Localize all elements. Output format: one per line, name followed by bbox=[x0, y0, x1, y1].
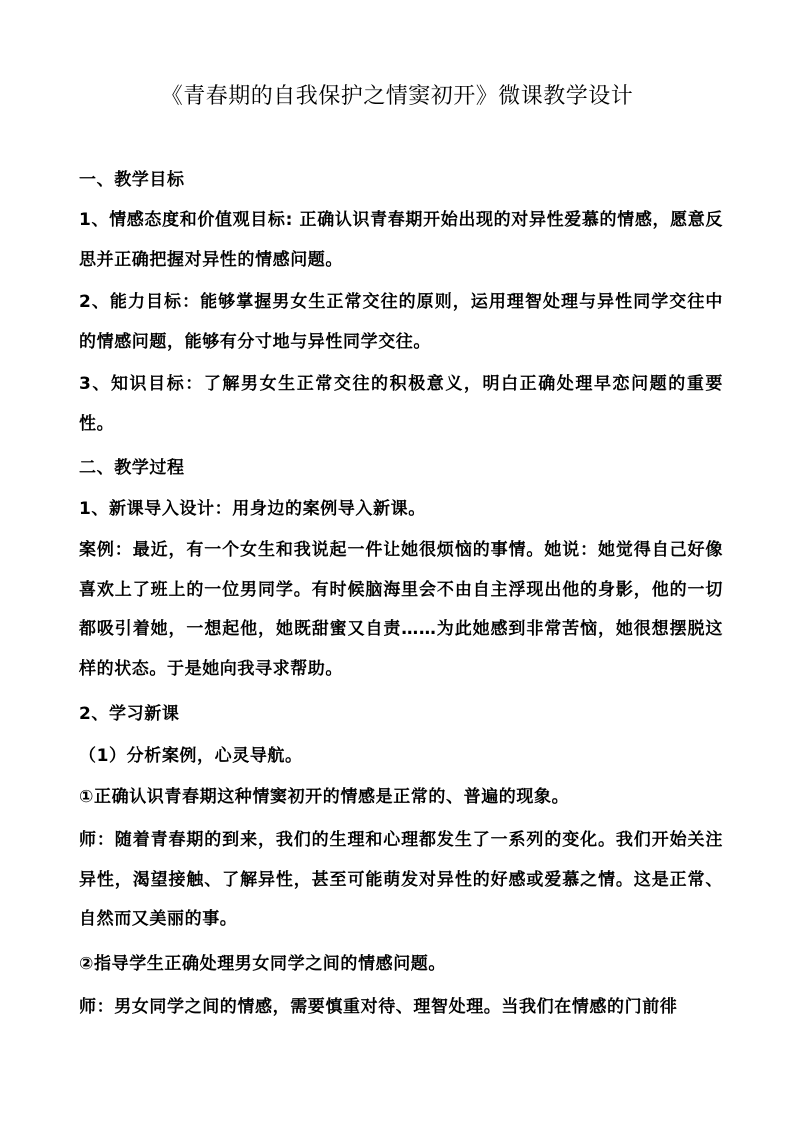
case-analysis-subheading: （1）分析案例，心灵导航。 bbox=[79, 746, 303, 766]
goal-ability: 2、能力目标：能够掌握男女生正常交往的原则，运用理智处理与异性同学交往中的情感问题，能够有分寸地与异性同学交往。 bbox=[79, 292, 723, 352]
point-two: ②指导学生正确处理男女同学之间的情感问题。 bbox=[79, 954, 446, 974]
learn-new-lesson-heading: 2、学习新课 bbox=[79, 704, 180, 724]
document-title: 《青春期的自我保护之情窦初开》微课教学设计 bbox=[160, 84, 634, 109]
teacher-paragraph-one: 师：随着青春期的到来，我们的生理和心理都发生了一系列的变化。我们开始关注异性，渴望接触、了解异性，甚至可能萌发对异性的好感或爱慕之情。这是正常、自然而又美丽的事。 bbox=[79, 830, 723, 929]
point-one: ①正确认识青春期这种情窦初开的情感是正常的、普遍的现象。 bbox=[79, 787, 570, 807]
case-paragraph: 案例：最近，有一个女生和我说起一件让她很烦恼的事情。她说：她觉得自己好像喜欢上了班上的一位男同学。有时候脑海里会不由自主浮现出他的身影，他的一切都吸引着她，一想起他，她既甜蜜又自责……为此她感到非常苦恼，她很想摆脱这样的状态。于是她向我寻求帮助。 bbox=[79, 540, 723, 679]
goal-knowledge: 3、知识目标：了解男女生正常交往的积极意义，明白正确处理早恋问题的重要性。 bbox=[79, 374, 723, 434]
goal-emotional-attitude: 1、情感态度和价值观目标: 正确认识青春期开始出现的对异性爱慕的情感，愿意反思并正确把握对异性的情感问题。 bbox=[79, 210, 723, 270]
section-heading-teaching-goals: 一、教学目标 bbox=[79, 170, 185, 190]
section-heading-teaching-process: 二、教学过程 bbox=[79, 458, 185, 478]
teacher-paragraph-two: 师：男女同学之间的情感，需要慎重对待、理智处理。当我们在情感的门前徘 bbox=[79, 997, 678, 1017]
new-lesson-intro: 1、新课导入设计：用身边的案例导入新课。 bbox=[79, 499, 426, 519]
